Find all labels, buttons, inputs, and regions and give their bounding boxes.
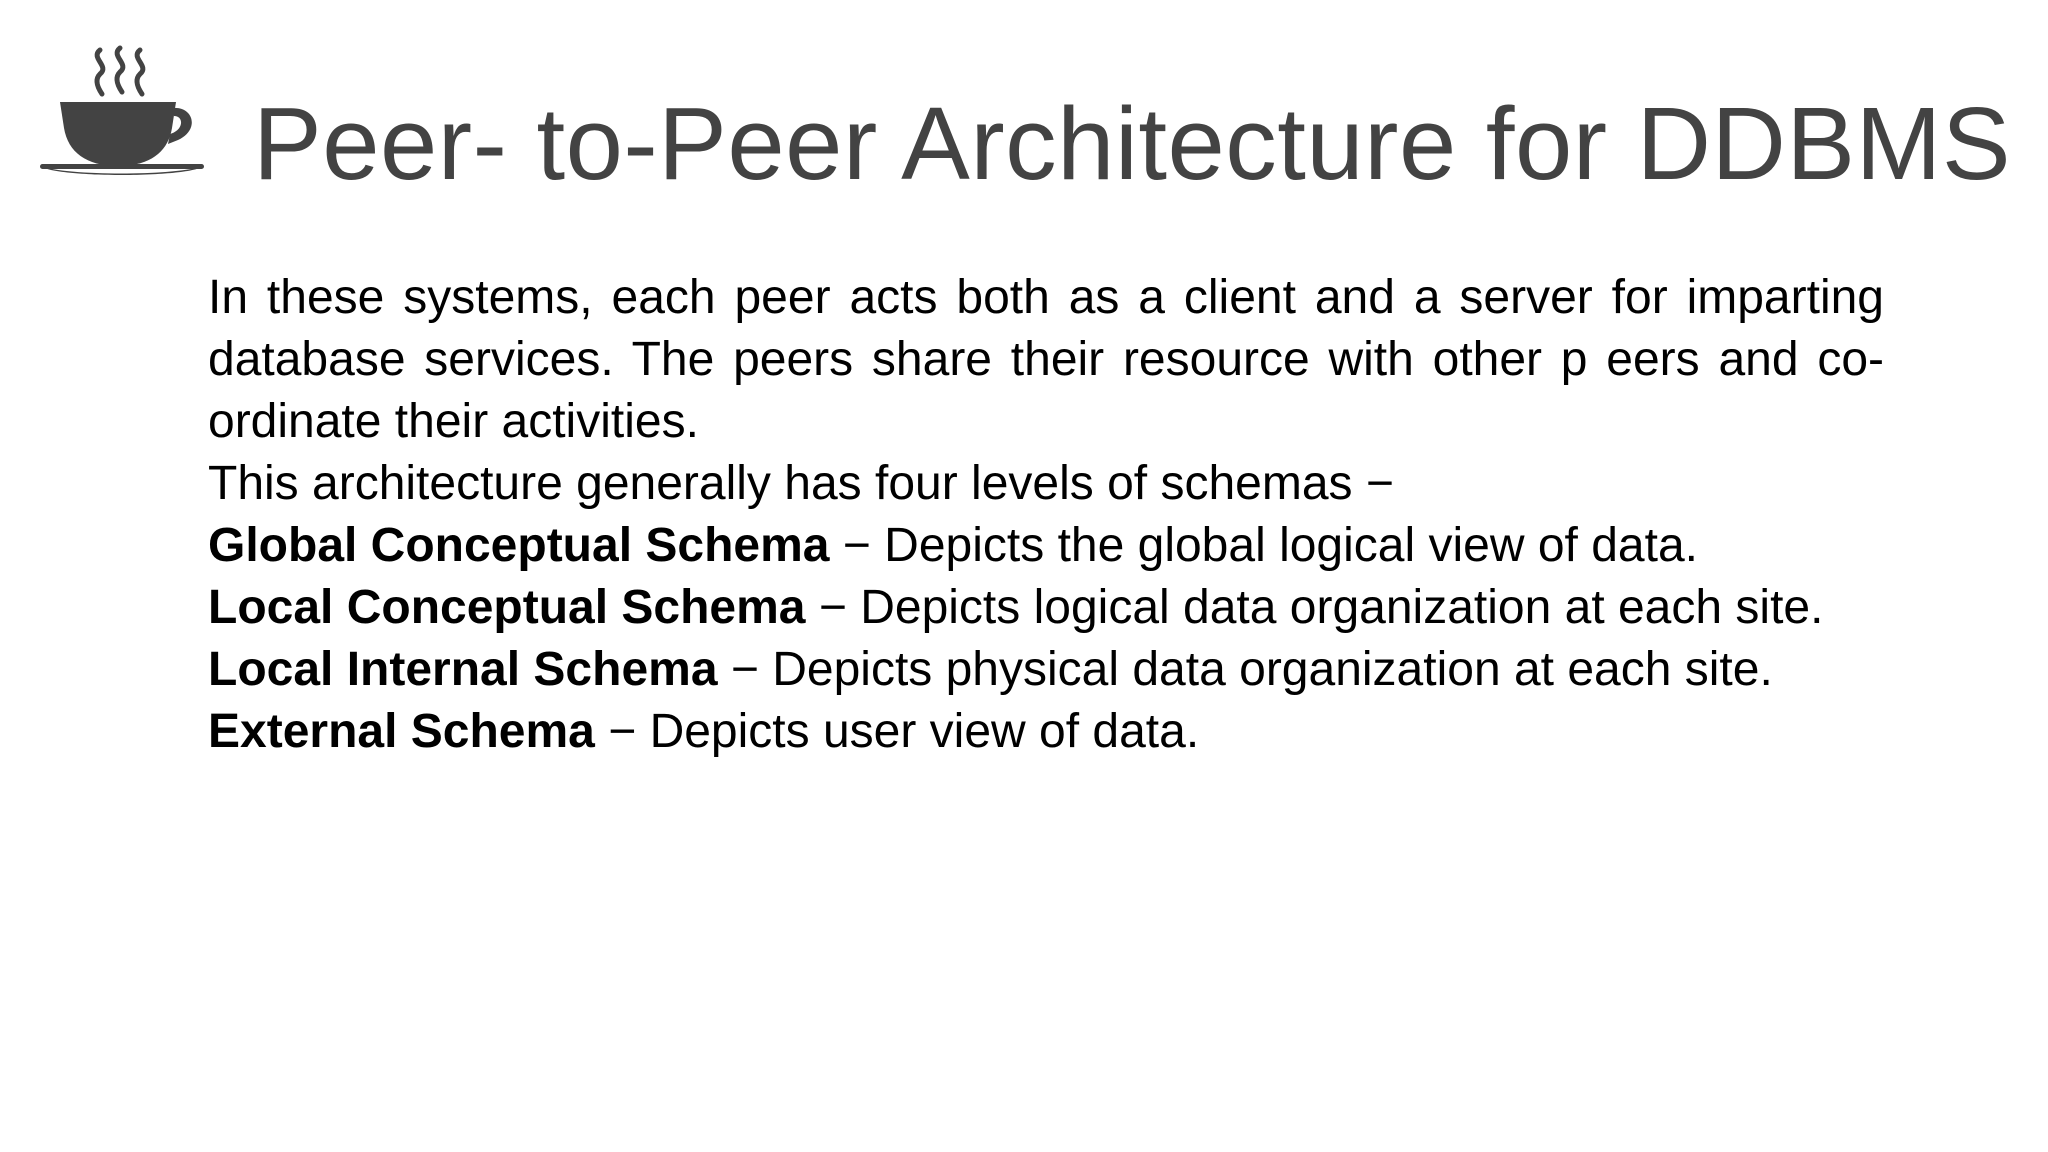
slide-body xyxy=(208,267,1884,763)
slide-title: Peer- to-Peer Architecture for DDBMS xyxy=(253,86,2012,201)
schema-description: − Depicts the global logical view of data. xyxy=(829,519,1698,572)
schema-term: External Schema xyxy=(208,705,595,758)
schema-item-local-conceptual xyxy=(208,577,1884,639)
schema-description: − Depicts physical data organization at each site. xyxy=(717,643,1773,696)
schema-item-local-internal xyxy=(208,639,1884,701)
schema-item-external xyxy=(208,701,1884,763)
schema-item-global-conceptual xyxy=(208,515,1884,577)
schema-description: − Depicts user view of data. xyxy=(594,705,1200,758)
schema-term: Global Conceptual Schema xyxy=(208,519,830,572)
schema-term: Local Conceptual Schema xyxy=(208,581,806,634)
coffee-cup-icon xyxy=(38,44,204,178)
intro-paragraph: In these systems, each peer acts both as a client and a server for imparting database services. The peers share their resource with other p eers and co-ordinate their activities. xyxy=(208,271,1884,448)
schema-description: − Depicts logical data organization at each site. xyxy=(805,581,1824,634)
schemas-intro: This architecture generally has four levels of schemas − xyxy=(208,457,1394,510)
schema-term: Local Internal Schema xyxy=(208,643,718,696)
